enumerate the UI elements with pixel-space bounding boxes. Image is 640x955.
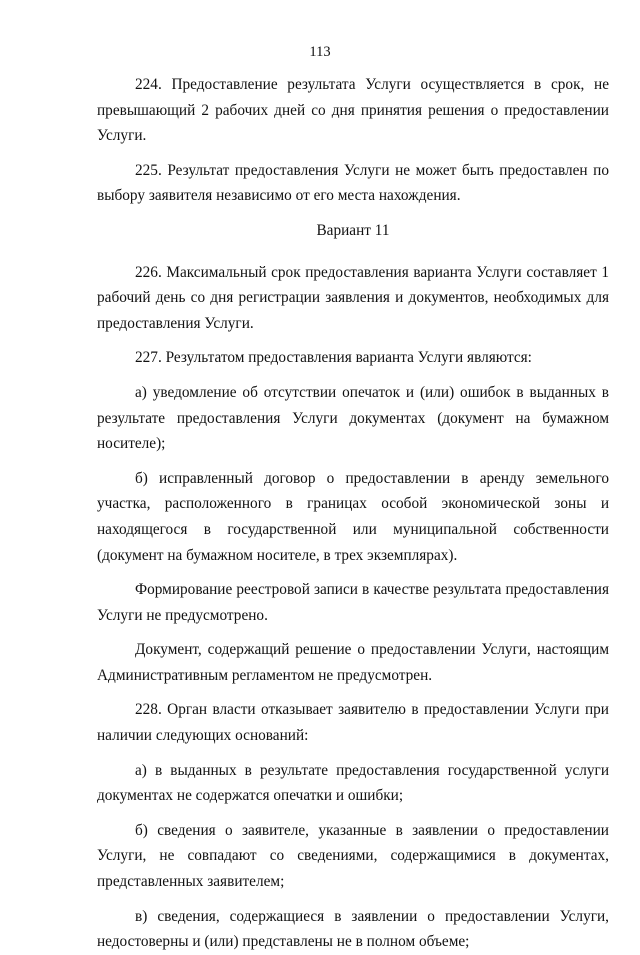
section-heading-variant-11: Вариант 11: [316, 221, 390, 239]
paragraph-227-item-b: б) исправленный договор о предоставлении в аренду земельного участка, расположенного в границах особой экономической зоны и находящегося в государственной или муниципальной собственности (документ на бумажном носителе, в трех экземплярах).: [97, 469, 609, 564]
paragraph-225: 225. Результат предоставления Услуги не может быть предоставлен по выбору заявителя независимо от его места нахождения.: [97, 161, 609, 205]
paragraph-228: 228. Орган власти отказывает заявителю в предоставлении Услуги при наличии следующих оснований:: [97, 701, 609, 745]
page-number: 113: [309, 44, 331, 60]
paragraph-226: 226. Максимальный срок предоставления варианта Услуги составляет 1 рабочий день со дня регистрации заявления и документов, необходимых для предоставления Услуги.: [97, 263, 609, 332]
paragraph-227-item-a: а) уведомление об отсутствии опечаток и (или) ошибок в выданных в результате предоставления Услуги документах (документ на бумажном носителе);: [97, 383, 609, 453]
paragraph-decision-document: Документ, содержащий решение о предоставлении Услуги, настоящим Административным регламентом не предусмотрен.: [97, 641, 609, 684]
paragraph-228-item-c: в) сведения, содержащиеся в заявлении о предоставлении Услуги, недостоверны и (или) представлены не в полном объеме;: [97, 907, 609, 951]
paragraph-228-item-a: а) в выданных в результате предоставления государственной услуги документах не содержатся опечатки и ошибки;: [97, 761, 609, 805]
paragraph-227: 227. Результатом предоставления варианта Услуги являются:: [135, 349, 532, 367]
paragraph-registry-record: Формирование реестровой записи в качестве результата предоставления Услуги не предусмотрено.: [97, 581, 609, 624]
paragraph-228-item-b: б) сведения о заявителе, указанные в заявлении о предоставлении Услуги, не совпадают со сведениями, содержащимися в документах, представленных заявителем;: [97, 821, 609, 891]
paragraph-224: 224. Предоставление результата Услуги осуществляется в срок, не превышающий 2 рабочих дней со дня принятия решения о предоставлении Услуги.: [97, 76, 609, 145]
document-body: [97, 72, 609, 955]
